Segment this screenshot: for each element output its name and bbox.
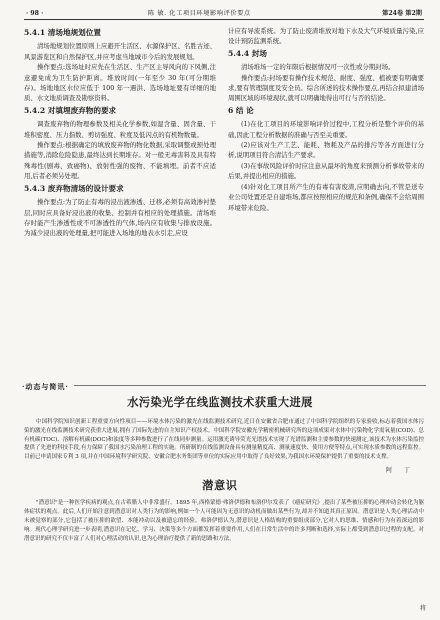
section-5-4-3-continued: 计应有导流系统。为了防止废渣堆放对地下水及大气环境质量污染,应设计预防监测系统。 <box>228 27 424 46</box>
conclusion-title: 6 结 论 <box>228 105 254 115</box>
running-header <box>24 8 424 20</box>
section-5-4-3-body: 操作要点:为了防止有毒的浸出液渗透、迁移,必须有高效渗衬垫层,同时应具备好浸出液的收集、控制并有相应的处理措施。清场堆存时能产生渗透性或不可渗透性的气体,场内应有收集与排放设施。为减少浸出液的处理量,把可能进入场地的地表水引走,应设 <box>24 198 216 238</box>
section-5-4-4-body: 清场堆场一定的年限后根据情况可一次性或分期封场。 <box>241 63 395 72</box>
operation-requirements-1: 操作要点:选场址时应先在生活区、生产区主导风向的下风侧,注意避免成为卫生防护距离。堆放时间(一年至少 30 年(可分期堆存)。场地地区水位应低于 100 年一遇洪、选场地址要有详细的地质、水文地质调查及勘察资料。 <box>24 63 216 103</box>
conclusion-item-3: (3)在事故风险评价时应注意从最坏的角度来预测分析事故带来的后果,并提出相应的措施。 <box>228 161 424 181</box>
news-paragraph: 中国科学院知识创新工程重要方向性项目——环境水体污染的激光在线监测技术研究,近日在安徽省合肥市通过了中国科学院组织的专家验收,标志着我国水体污染的激光在线监测技术研究获重大进展,拥有了国际先进的自主知识产权技术。中国科学院安徽光学精密机械研究所的这项成果对水体中污染物化学需氧量(COD)、总有机碳(TOC)、溶解有机碳(DOC)和浊度等多种参数进行了在线同步测量。运用激光诱导荧光光谱技术实现了光谱监测和主要参数的快速测定,该技术为水体污染监控提供了先进的科技手段,有力保障了我国水污染治理工程的实施。所研制的在线监测设备具有测量精度高、测量速度快、使用方便等特点,可实现水质参数的远程监控。目前已申请国家专利 3 项,并在中国环境科学研究院、安徽合肥水务集团等单位的实际应用中取得了良好效果,为我国水环境保护提供了重要的技术支撑。 <box>24 419 424 461</box>
news-body <box>24 418 424 462</box>
left-column <box>24 26 216 239</box>
operation-requirements-3: 操作要点:封场要有操作技术规范、耐度、强度、植被要有明确要求,要有管理制度及安全员。综合所述的技术操作要点,再结合拟建清场周围区域的环境现状,就可以明确地得出可行与否的结论。 <box>228 73 424 103</box>
news-title: 水污染光学在线监测技术获重大进展 <box>127 396 313 409</box>
running-title: 陈 敏. 化工项目环境影响评价要点 <box>148 10 251 17</box>
subconscious-paragraph: "潜意识"是一种医学疾病的观点,在古希腊人中非常盛行。1895 年,西格蒙德·弗洛伊德和布洛伊尔发表了《癔症研究》,提出了某些被压抑的心理冲动会转化为躯体症状的观点。此后,人们开始注意到潜意识对人类行为的影响,例如一个人可能因为无意识的动机而做出某些行为,却并不知道其真正原因。潜意识是人类心理活动中未被觉察的部分,它包括了被压抑的欲望、本能冲动以及被遗忘的经验。弗洛伊德认为,潜意识是人格结构的重要组成部分,它对人的思维、情感和行为有着深远的影响。现代心理学研究进一步表明,潜意识在记忆、学习、决策等多个方面都发挥着重要作用,人们在日常生活中的许多判断和选择,实际上都受到潜意识过程的支配。对潜意识的研究不仅丰富了人们对心理活动的认识,也为心理治疗提供了新的思路和方法。 <box>24 500 424 542</box>
operation-requirements-2: 操作要点:根据确定的填放废弃物的物化数据,采取调整或预处理措施等,消除危险隐患,最终达到长期堆存。对一般无毒害料及具有特殊毒性(剧毒、致癌物)、放射性强的废物、不能填埋。前者不应适用,后者必须另处理。 <box>24 141 216 181</box>
conclusion-item-4: (4)针对化工项目所产生的有毒有害废渣,应明确去向,不管是送专业公司处置还是自建堆场,都应按照相应的规范和条例,确保不会给周围环境带来危险。 <box>228 182 424 212</box>
conclusion-item-1: (1)在化工项目的环境影响评价过程中,工程分析是整个评价的基础,因此工程分析数据的准确与否至关重要。 <box>228 120 424 139</box>
section-5-4-1-title: 5.4.1 清场地规划位置 <box>24 28 101 37</box>
subconscious-title: 潜意识 <box>202 479 238 492</box>
conclusion-item-2: (2)应该对生产工艺、能耗、物耗及产品的排污等各方面进行分析,说明项目符合清洁生产要求。 <box>228 141 424 160</box>
section-5-4-1-body: 清场地规划位置原则上应避开生活区、水源保护区、名胜古迹、风景游览区和自然保护区,并应考虑当地城市今后的发展规划。 <box>24 42 216 61</box>
right-column <box>228 26 424 213</box>
continuation-mark: 将 <box>419 605 426 612</box>
page-number: · 98 · <box>26 10 44 17</box>
section-5-4-4-title: 5.4.4 封场 <box>228 48 267 58</box>
section-5-4-3-title: 5.4.3 废弃物清场的设计要求 <box>24 183 124 193</box>
section-5-4-2-body: 调查废弃物的物理参数及相关化学参数,如湿含量、固含量、干堆积密度、压力指数、剪切强度、粒度及低闪点的有机物数量。 <box>24 120 216 139</box>
subconscious-body <box>24 499 424 544</box>
section-5-4-2-title: 5.4.2 对填埋废弃物的要求 <box>24 105 117 115</box>
volume-issue: 第24卷 第2期 <box>382 10 422 17</box>
news-section-tag: ·动态与简讯· <box>22 382 69 391</box>
news-signature: 阿 丁 <box>386 467 415 474</box>
news-divider <box>74 385 426 386</box>
